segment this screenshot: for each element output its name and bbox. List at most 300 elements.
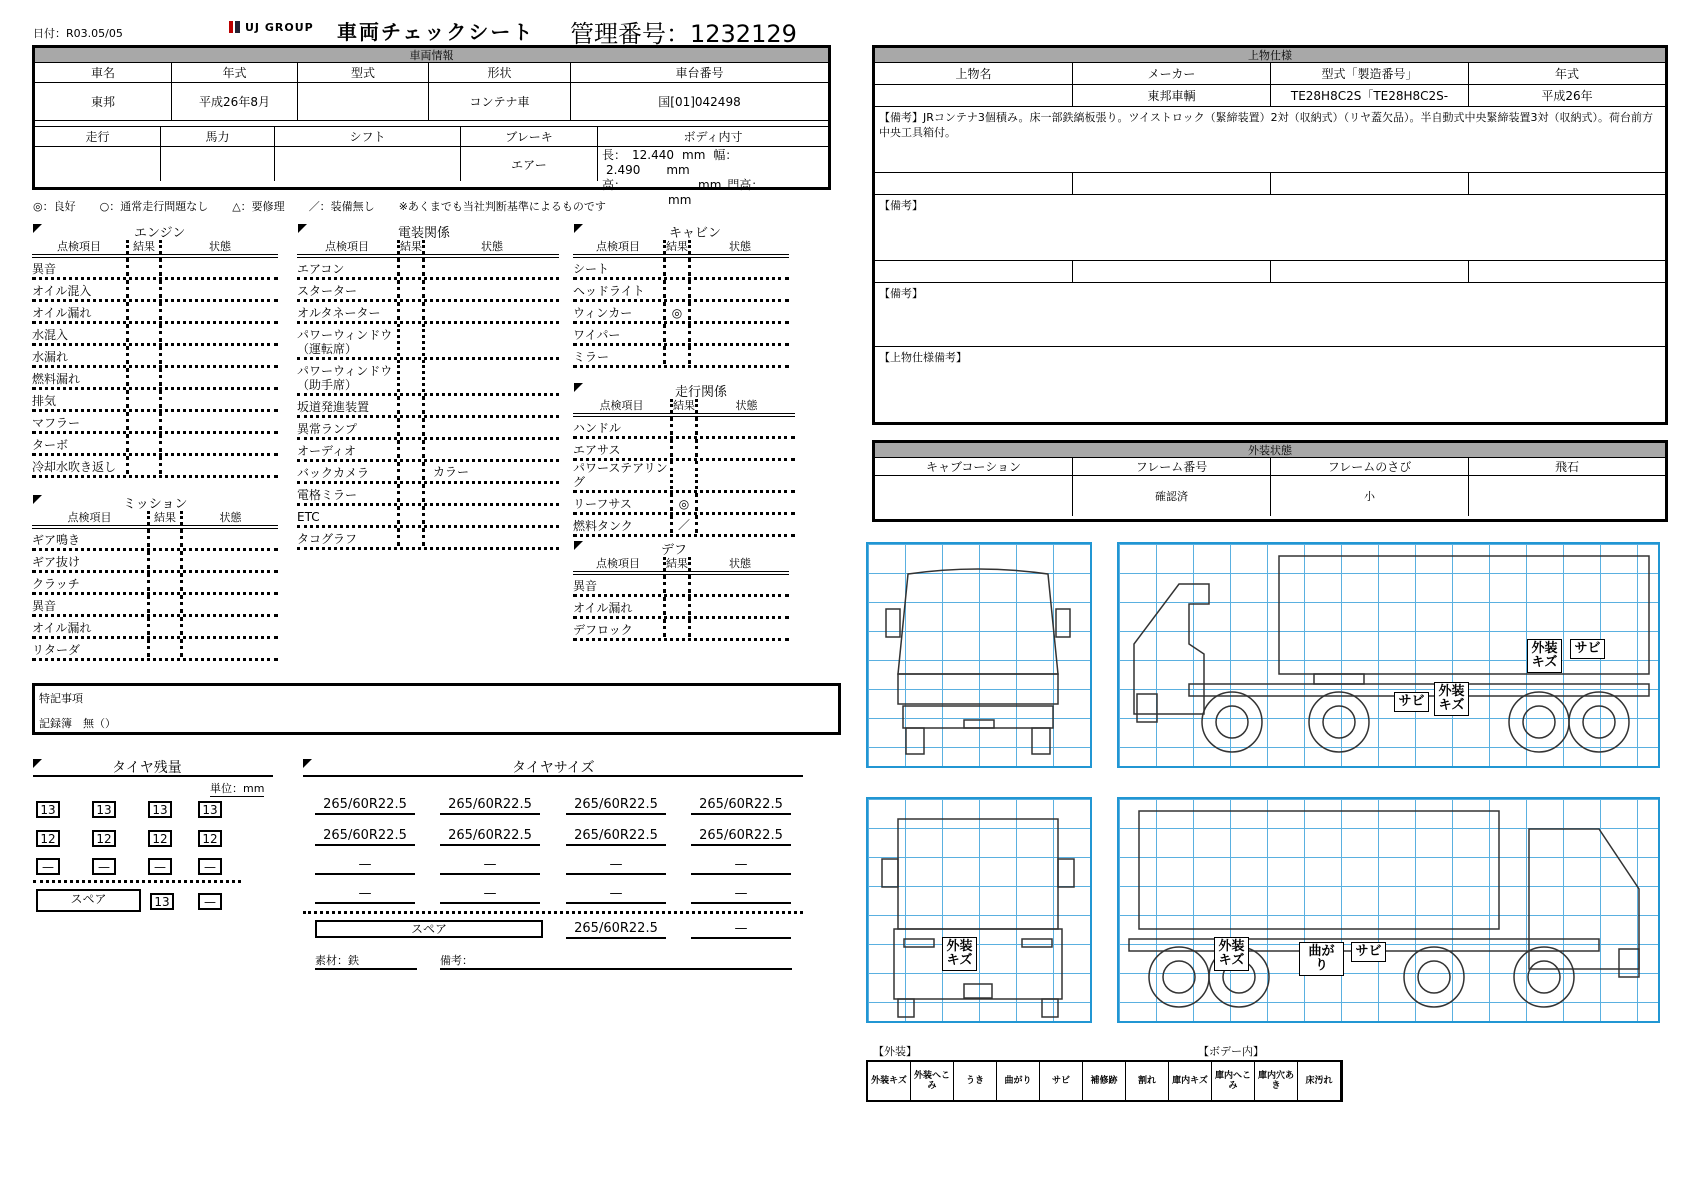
item-label: ターボ: [32, 438, 69, 452]
special-notes-box: [32, 683, 841, 735]
spare-size-2: —: [691, 922, 791, 939]
upper-remark-2: 【備考】: [875, 195, 1665, 261]
triangle-icon: [574, 541, 583, 550]
list-item: [32, 368, 278, 390]
tire-size-value: 265/60R22.5: [315, 829, 415, 846]
item-result: [397, 396, 425, 414]
damage-mark-1: 外装キズ: [1527, 639, 1562, 673]
management-number: [570, 14, 797, 49]
col-result: 結果: [670, 399, 698, 413]
tire-size-heading: タイヤサイズ: [303, 757, 803, 777]
date: 日付：R03.05/05: [33, 27, 123, 40]
tire-remain-value: 13: [92, 801, 116, 818]
legend-note: ※あくまでも当社判断基準によるものです: [398, 200, 606, 213]
table-header: [573, 399, 795, 417]
company-logo: [228, 20, 314, 34]
col-body-dims: ボディ内寸: [598, 127, 828, 147]
item-result: ◎: [663, 302, 691, 320]
val-body-dims: 長： 12.440 mm 幅：2.490 mm 高： mm 門高：mm: [602, 148, 764, 207]
item-result: ◎: [670, 493, 698, 511]
col-cab-caution: キャブコーション: [875, 458, 1073, 476]
engine-heading: エンジン: [33, 222, 283, 241]
item-result: [663, 619, 691, 637]
tire-size-value: 265/60R22.5: [691, 798, 791, 815]
list-item: [573, 302, 789, 324]
damage-mark-7: 曲がり: [1299, 942, 1344, 976]
item-result: [397, 484, 425, 502]
item-label: パワーステアリング: [573, 461, 668, 489]
list-item: [573, 346, 789, 368]
list-item: [297, 360, 559, 396]
item-label: エアサス: [573, 443, 621, 457]
item-label: 水混入: [32, 328, 69, 342]
list-item: [32, 617, 278, 639]
val-model: [298, 83, 429, 121]
item-label: エアコン: [297, 262, 345, 276]
col-result: 結果: [663, 240, 691, 254]
spare-remain-2: —: [198, 893, 222, 910]
col-hp: 馬力: [161, 127, 275, 147]
item-result: [397, 506, 425, 524]
col-result: 結果: [147, 511, 183, 525]
item-label: オーディオ: [297, 444, 357, 458]
col-upper-name: 上物名: [875, 63, 1073, 85]
mgmt-label: 管理番号：: [570, 20, 690, 48]
triangle-icon: [303, 759, 312, 768]
tire-remain-value: —: [92, 858, 116, 875]
col-state: 状態: [729, 557, 751, 570]
item-result: [397, 418, 425, 436]
item-result: [126, 390, 162, 408]
legend-body-label: 【ボデー内】: [1198, 1045, 1264, 1058]
item-label: オイル漏れ: [573, 601, 633, 615]
item-label: ギア抜け: [32, 555, 81, 569]
val-frame-rust: 小: [1271, 476, 1469, 516]
tire-size-value: 265/60R22.5: [440, 798, 540, 815]
item-result: [147, 639, 183, 657]
table-header: [32, 511, 278, 529]
tire-material: 素材：鉄: [315, 952, 417, 970]
legend-item: 曲がり: [997, 1062, 1040, 1100]
upper-remark-1: 【備考】JRコンテナ3個積み。床一部鉄縞板張り。ツイストロック（緊締装置）2対（収納式）（リヤ蓋欠品）。半自動式中央緊締装置3対（収納式）。荷台前方中央工具箱付。: [875, 107, 1665, 173]
col-state: 状態: [219, 511, 242, 524]
tire-size-value: —: [691, 887, 791, 904]
list-item: [32, 456, 278, 478]
col-item: 点検項目: [596, 557, 640, 570]
item-result: [397, 302, 425, 320]
drive-heading: 走行関係: [574, 381, 794, 400]
damage-mark-6: 外装キズ: [1214, 937, 1249, 971]
col-upper-year: 年式: [1469, 63, 1665, 85]
damage-mark-2: サビ: [1570, 639, 1605, 659]
table-header: [573, 240, 789, 258]
item-label: パワーウィンドウ（運転席）: [297, 328, 393, 356]
list-item: [297, 324, 559, 360]
item-result: [397, 258, 425, 276]
item-result: [670, 417, 698, 435]
list-item: [297, 258, 559, 280]
table-header: [32, 240, 278, 258]
list-item: [573, 461, 795, 493]
item-result: [126, 456, 162, 474]
item-result: [126, 324, 162, 342]
triangle-icon: [33, 495, 42, 504]
col-item: 点検項目: [325, 240, 369, 253]
item-result: [147, 595, 183, 613]
list-item: [32, 573, 278, 595]
upper-remark-3: 【備考】: [875, 283, 1665, 347]
spare-label: スペア: [36, 889, 141, 912]
legend-item: うき: [954, 1062, 997, 1100]
item-result: [663, 258, 691, 276]
item-label: 電格ミラー: [297, 488, 358, 502]
legend-item: 外装へこみ: [911, 1062, 954, 1100]
item-result: [397, 462, 425, 480]
val-upper-year: 平成26年: [1469, 85, 1665, 107]
item-label: 異音: [32, 262, 57, 276]
tire-divider: [33, 880, 241, 883]
col-type-serial: 型式「製造番号」: [1271, 63, 1469, 85]
tire-remain-value: —: [148, 858, 172, 875]
col-result: 結果: [397, 240, 425, 254]
list-item: [32, 346, 278, 368]
list-item: [32, 280, 278, 302]
col-frame-rust: フレームのさび: [1271, 458, 1469, 476]
legend-none: ／：装備無し: [308, 200, 375, 213]
val-frame-no: 確認済: [1073, 476, 1271, 516]
damage-mark-4: 外装キズ: [1434, 682, 1469, 716]
item-result: [147, 573, 183, 591]
damage-legend: [866, 1060, 1343, 1102]
upper-spec-table: [872, 45, 1668, 425]
item-label: 異音: [32, 599, 57, 613]
item-result: [670, 439, 698, 457]
list-item: [32, 551, 278, 573]
exterior-table: [872, 440, 1668, 522]
upper-remark-4: 【上物仕様備考】: [879, 351, 967, 364]
item-label: ハンドル: [573, 421, 622, 435]
list-item: [32, 390, 278, 412]
col-item: 点検項目: [67, 511, 112, 524]
tire-size-value: —: [315, 858, 415, 875]
list-item: [573, 575, 789, 597]
legend-item: 補修跡: [1083, 1062, 1126, 1100]
tire-size-value: 265/60R22.5: [566, 798, 666, 815]
val-stone-chip: [1469, 476, 1665, 516]
col-state: 状態: [729, 240, 751, 253]
list-item: [297, 528, 559, 550]
item-result: [147, 529, 183, 547]
item-result: [663, 324, 691, 342]
list-item: [32, 639, 278, 661]
upper-spec-header: 上物仕様: [875, 48, 1665, 63]
col-item: 点検項目: [596, 240, 640, 253]
item-label: デフロック: [573, 623, 633, 637]
tire-unit: 単位：mm: [210, 782, 265, 795]
list-item: [573, 417, 795, 439]
damage-mark-8: サビ: [1351, 942, 1386, 962]
tire-remain-value: —: [36, 858, 60, 875]
truck-front-drawing: [868, 544, 1090, 766]
col-maker: メーカー: [1073, 63, 1271, 85]
list-item: [297, 440, 559, 462]
triangle-icon: [574, 224, 583, 233]
spare-remain-1: 13: [150, 893, 174, 910]
list-item: [32, 595, 278, 617]
tire-size-value: —: [440, 887, 540, 904]
list-item: [573, 493, 795, 515]
item-label: リターダ: [32, 643, 81, 657]
col-item: 点検項目: [57, 240, 101, 253]
tire-remain-value: 12: [92, 830, 116, 847]
col-state: 状態: [209, 240, 231, 253]
triangle-icon: [574, 383, 583, 392]
special-notes-title: 特記事項: [39, 692, 83, 705]
table-header: [297, 240, 559, 258]
triangle-icon: [298, 224, 307, 233]
list-item: [573, 515, 795, 537]
mission-table: [32, 511, 278, 661]
cabin-heading: キャビン: [574, 222, 794, 241]
logo-icon: [228, 20, 242, 34]
item-label: 燃料タンク: [573, 519, 633, 533]
list-item: [32, 258, 278, 280]
item-result: [126, 280, 162, 298]
tire-remain-value: 12: [198, 830, 222, 847]
item-label: マフラー: [32, 416, 81, 430]
legend-item: 庫内キズ: [1169, 1062, 1212, 1100]
tire-size-value: 265/60R22.5: [440, 829, 540, 846]
val-type-serial: TE28H8C2S「TE28H8C2S-: [1271, 85, 1469, 107]
col-year: 年式: [172, 63, 298, 83]
col-result: 結果: [126, 240, 162, 254]
legend-item: 庫内穴あき: [1255, 1062, 1298, 1100]
tire-size-value: —: [440, 858, 540, 875]
item-label: オイル漏れ: [32, 621, 92, 635]
legend-item: サビ: [1040, 1062, 1083, 1100]
item-result: [147, 617, 183, 635]
tire-size-value: 265/60R22.5: [566, 829, 666, 846]
item-result: [663, 597, 691, 615]
item-result: [663, 575, 691, 593]
list-item: [297, 506, 559, 528]
col-result: 結果: [663, 557, 691, 571]
tire-remark: 備考：: [440, 952, 792, 970]
item-result: [663, 280, 691, 298]
item-label: リーフサス: [573, 497, 632, 511]
sheet-title: 車両チェックシート: [337, 20, 535, 44]
val-mileage: [35, 147, 161, 181]
tire-remain-value: 12: [148, 830, 172, 847]
list-item: [573, 280, 789, 302]
list-item: [297, 418, 559, 440]
legend-item: 外装キズ: [868, 1062, 911, 1100]
item-label: 燃料漏れ: [32, 372, 81, 386]
col-shift: シフト: [275, 127, 461, 147]
item-label: 坂道発進装置: [297, 400, 370, 414]
tire-remain-value: 13: [36, 801, 60, 818]
item-result: [126, 368, 162, 386]
item-label: 水漏れ: [32, 350, 69, 364]
item-label: オイル混入: [32, 284, 92, 298]
tire-remain-heading: タイヤ残量: [33, 757, 273, 777]
col-mileage: 走行: [35, 127, 161, 147]
tire-remain-value: 12: [36, 830, 60, 847]
damage-mark-3: サビ: [1394, 692, 1429, 712]
triangle-icon: [33, 759, 42, 768]
list-item: [297, 280, 559, 302]
spare-size-1: 265/60R22.5: [566, 922, 666, 939]
list-item: [32, 324, 278, 346]
exterior-header: 外装状態: [875, 443, 1665, 458]
triangle-icon: [33, 224, 42, 233]
legend-exterior-label: 【外装】: [873, 1045, 917, 1058]
item-result: [126, 258, 162, 276]
list-item: [32, 434, 278, 456]
col-shape: 形状: [429, 63, 571, 83]
col-state: 状態: [481, 240, 503, 253]
val-shift: [275, 147, 461, 181]
item-result: [397, 440, 425, 458]
col-model: 型式: [298, 63, 429, 83]
tire-size-value: —: [566, 887, 666, 904]
val-brake: エアー: [461, 147, 598, 181]
tire-size-divider: [303, 911, 803, 914]
item-label: 異音: [573, 579, 598, 593]
col-item: 点検項目: [599, 399, 644, 412]
item-result: [397, 280, 425, 298]
item-label: ワイパー: [573, 328, 621, 342]
legend-repair: △：要修理: [232, 200, 285, 213]
list-item: [573, 324, 789, 346]
item-result: [126, 412, 162, 430]
legend-line: [33, 198, 606, 214]
engine-table: [32, 240, 278, 478]
legend-ok: ○：通常走行問題なし: [99, 200, 209, 213]
item-label: パワーウィンドウ（助手席）: [297, 364, 393, 392]
list-item: [297, 302, 559, 324]
item-label: オイル漏れ: [32, 306, 92, 320]
damage-mark-5: 外装キズ: [942, 937, 977, 971]
col-stone-chip: 飛石: [1469, 458, 1665, 476]
col-name: 車名: [35, 63, 172, 83]
tire-size-value: 265/60R22.5: [315, 798, 415, 815]
table-header: [573, 557, 789, 575]
record-book: 記録簿 無（）: [39, 717, 116, 730]
size-spare-label: スペア: [315, 920, 543, 938]
right-side-diagram: [1117, 797, 1660, 1023]
logo-text: UJ GROUP: [245, 20, 314, 34]
item-result: [126, 346, 162, 364]
item-label: クラッチ: [32, 577, 80, 591]
tire-remain-value: —: [198, 858, 222, 875]
item-label: 冷却水吹き返し: [32, 460, 117, 474]
col-frame-no: フレーム番号: [1073, 458, 1271, 476]
item-label: スターター: [297, 284, 358, 298]
val-chassis: 国[01]042498: [571, 83, 828, 121]
rear-view-diagram: [866, 797, 1092, 1023]
front-view-diagram: [866, 542, 1092, 768]
item-label: シート: [573, 262, 610, 276]
list-item: [32, 412, 278, 434]
list-item: [297, 462, 559, 484]
diff-heading: デフ: [574, 539, 794, 558]
tire-size-value: —: [315, 887, 415, 904]
legend-item: 床汚れ: [1298, 1062, 1341, 1100]
item-label: 排気: [32, 394, 57, 408]
item-result: [126, 302, 162, 320]
truck-rear-drawing: [868, 799, 1090, 1021]
val-shape: コンテナ車: [429, 83, 571, 121]
item-result: [397, 324, 425, 356]
tire-size-value: 265/60R22.5: [691, 829, 791, 846]
mgmt-no: 1232129: [690, 20, 797, 48]
left-side-diagram: [1117, 542, 1660, 768]
item-result: [397, 360, 425, 392]
col-brake: ブレーキ: [461, 127, 598, 147]
item-result: [147, 551, 183, 569]
item-label: タコグラフ: [297, 532, 358, 546]
item-result: [126, 434, 162, 452]
tire-remain-value: 13: [148, 801, 172, 818]
cabin-table: [573, 240, 789, 368]
val-year: 平成26年8月: [172, 83, 298, 121]
item-result: [670, 461, 698, 489]
list-item: [573, 258, 789, 280]
diff-table: [573, 557, 789, 641]
vehicle-info-header: 車両情報: [35, 48, 828, 63]
item-label: ギア鳴き: [32, 533, 81, 547]
item-label: ミラー: [573, 350, 610, 364]
tire-size-value: —: [566, 858, 666, 875]
mission-heading: ミッション: [33, 493, 283, 512]
list-item: [32, 529, 278, 551]
drive-table: [573, 399, 795, 537]
item-state: カラー: [433, 465, 470, 479]
list-item: [573, 439, 795, 461]
electric-table: [297, 240, 559, 550]
item-label: 異常ランプ: [297, 422, 358, 436]
col-state: 状態: [735, 399, 758, 412]
item-result: [397, 528, 425, 546]
item-label: ウィンカー: [573, 306, 633, 320]
electric-heading: 電装関係: [298, 222, 558, 241]
val-name: 東邦: [35, 83, 172, 121]
item-result: ／: [670, 515, 698, 533]
val-cab-caution: [875, 476, 1073, 516]
val-upper-name: [875, 85, 1073, 107]
item-result: [663, 346, 691, 364]
list-item: [573, 619, 789, 641]
truck-right-side-drawing: [1119, 799, 1658, 1021]
item-label: オルタネーター: [297, 306, 381, 320]
tire-size-value: —: [691, 858, 791, 875]
list-item: [297, 396, 559, 418]
legend-item: 割れ: [1126, 1062, 1169, 1100]
legend-item: 庫内へこみ: [1212, 1062, 1255, 1100]
item-label: ETC: [297, 510, 320, 524]
list-item: [297, 484, 559, 506]
item-label: ヘッドライト: [573, 284, 645, 298]
item-label: バックカメラ: [297, 466, 370, 480]
legend-good: ◎：良好: [33, 200, 76, 213]
tire-remain-value: 13: [198, 801, 222, 818]
val-hp: [161, 147, 275, 181]
val-maker: 東邦車輌: [1073, 85, 1271, 107]
col-chassis: 車台番号: [571, 63, 828, 83]
list-item: [32, 302, 278, 324]
list-item: [573, 597, 789, 619]
